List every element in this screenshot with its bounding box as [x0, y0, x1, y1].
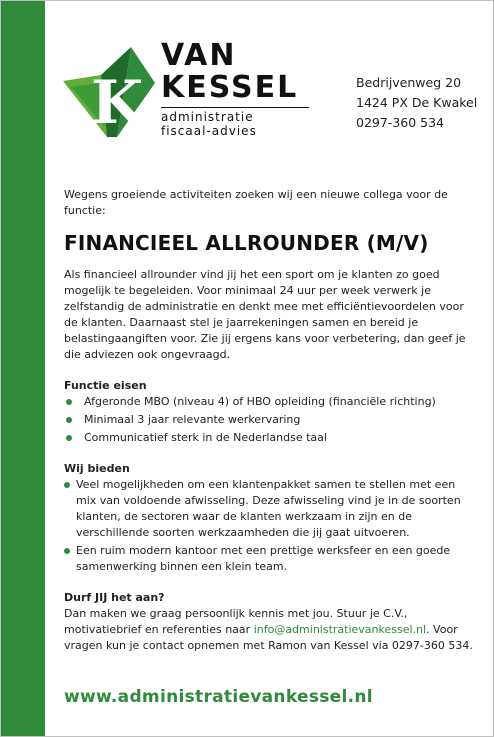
address-street: Bedrijvenweg 20	[356, 75, 462, 90]
job-title: FINANCIEEL ALLROUNDER (M/V)	[64, 231, 429, 255]
logo-line-van: VAN	[161, 38, 237, 73]
logo-sub-administratie: administratie	[161, 110, 254, 124]
address-city: 1424 PX De Kwakel	[356, 95, 478, 110]
list-item-text: Veel mogelijkheden om een klantenpakket samen te stellen met een mix van voldoende afwisseling. Deze afwisseling vind je in de soorten klanten, de sectoren waar de klanten werkzaam in zijn en de verschillende soorten werkzaamheden die jij gaat uitvoeren.	[76, 478, 461, 539]
cta-text-after: . Voor vragen kun je contact opnemen met Ramon van Kessel via 0297-360 534.	[64, 623, 473, 652]
offer-heading: Wij bieden	[64, 462, 130, 475]
logo-mark-letter: K	[91, 68, 144, 137]
bullet-icon	[64, 548, 70, 554]
bullet-icon	[66, 435, 72, 441]
list-item	[64, 543, 474, 575]
list-item-text: Minimaal 3 jaar relevante werkervaring	[84, 413, 301, 426]
vacancy-content	[64, 187, 474, 654]
cta-text	[64, 606, 474, 654]
bullet-icon	[66, 399, 72, 405]
cta-text-before: Dan maken we graag persoonlijk kennis met jou. Stuur je C.V., motivatiebrief en referenties naar	[64, 607, 408, 636]
list-item	[64, 412, 474, 428]
logo-sub-fiscaal: fiscaal-advies	[161, 124, 257, 138]
cta-heading: Durf JIJ het aan?	[64, 591, 165, 604]
list-item	[64, 477, 474, 541]
bullet-icon	[66, 417, 72, 423]
requirements-list	[64, 394, 474, 446]
job-description: Als financieel allrounder vind jij het een sport om je klanten zo goed mogelijk te begeleiden. Voor minimaal 24 uur per week verwerk je zelfstandig de administratie en denkt mee met efficiëntievoordelen voor de klanten. Daarnaast stel je jaarrekeningen samen en bereid je belastingaangiften voor. Zie jij ergens kans voor verbetering, dan geef je die adviezen ook ongevraagd.	[64, 268, 466, 361]
list-item-text: Een ruim modern kantoor met een prettige werksfeer en een goede samenwerking binnen een klein team.	[76, 544, 451, 573]
company-logo	[61, 38, 299, 151]
logo-wordmark	[161, 38, 309, 138]
intro-text: Wegens groeiende activiteiten zoeken wij een nieuwe collega voor de functie:	[64, 188, 448, 217]
list-item-text: Afgeronde MBO (niveau 4) of HBO opleiding (financiële richting)	[84, 395, 436, 408]
green-side-band	[1, 1, 45, 736]
logo-mark-icon	[61, 47, 157, 137]
website-link[interactable]: www.administratievankessel.nl	[64, 687, 373, 707]
offer-list	[64, 477, 474, 575]
list-item-text: Communicatief sterk in de Nederlandse taal	[84, 431, 327, 444]
requirements-heading: Functie eisen	[64, 379, 147, 392]
bullet-icon	[64, 482, 70, 488]
logo-divider	[161, 107, 309, 108]
email-link[interactable]: info@administratievankessel.nl	[253, 623, 427, 636]
company-address	[356, 73, 477, 133]
logo-line-kessel: KESSEL	[161, 70, 299, 105]
list-item	[64, 430, 474, 446]
address-phone: 0297-360 534	[356, 115, 445, 130]
list-item	[64, 394, 474, 410]
